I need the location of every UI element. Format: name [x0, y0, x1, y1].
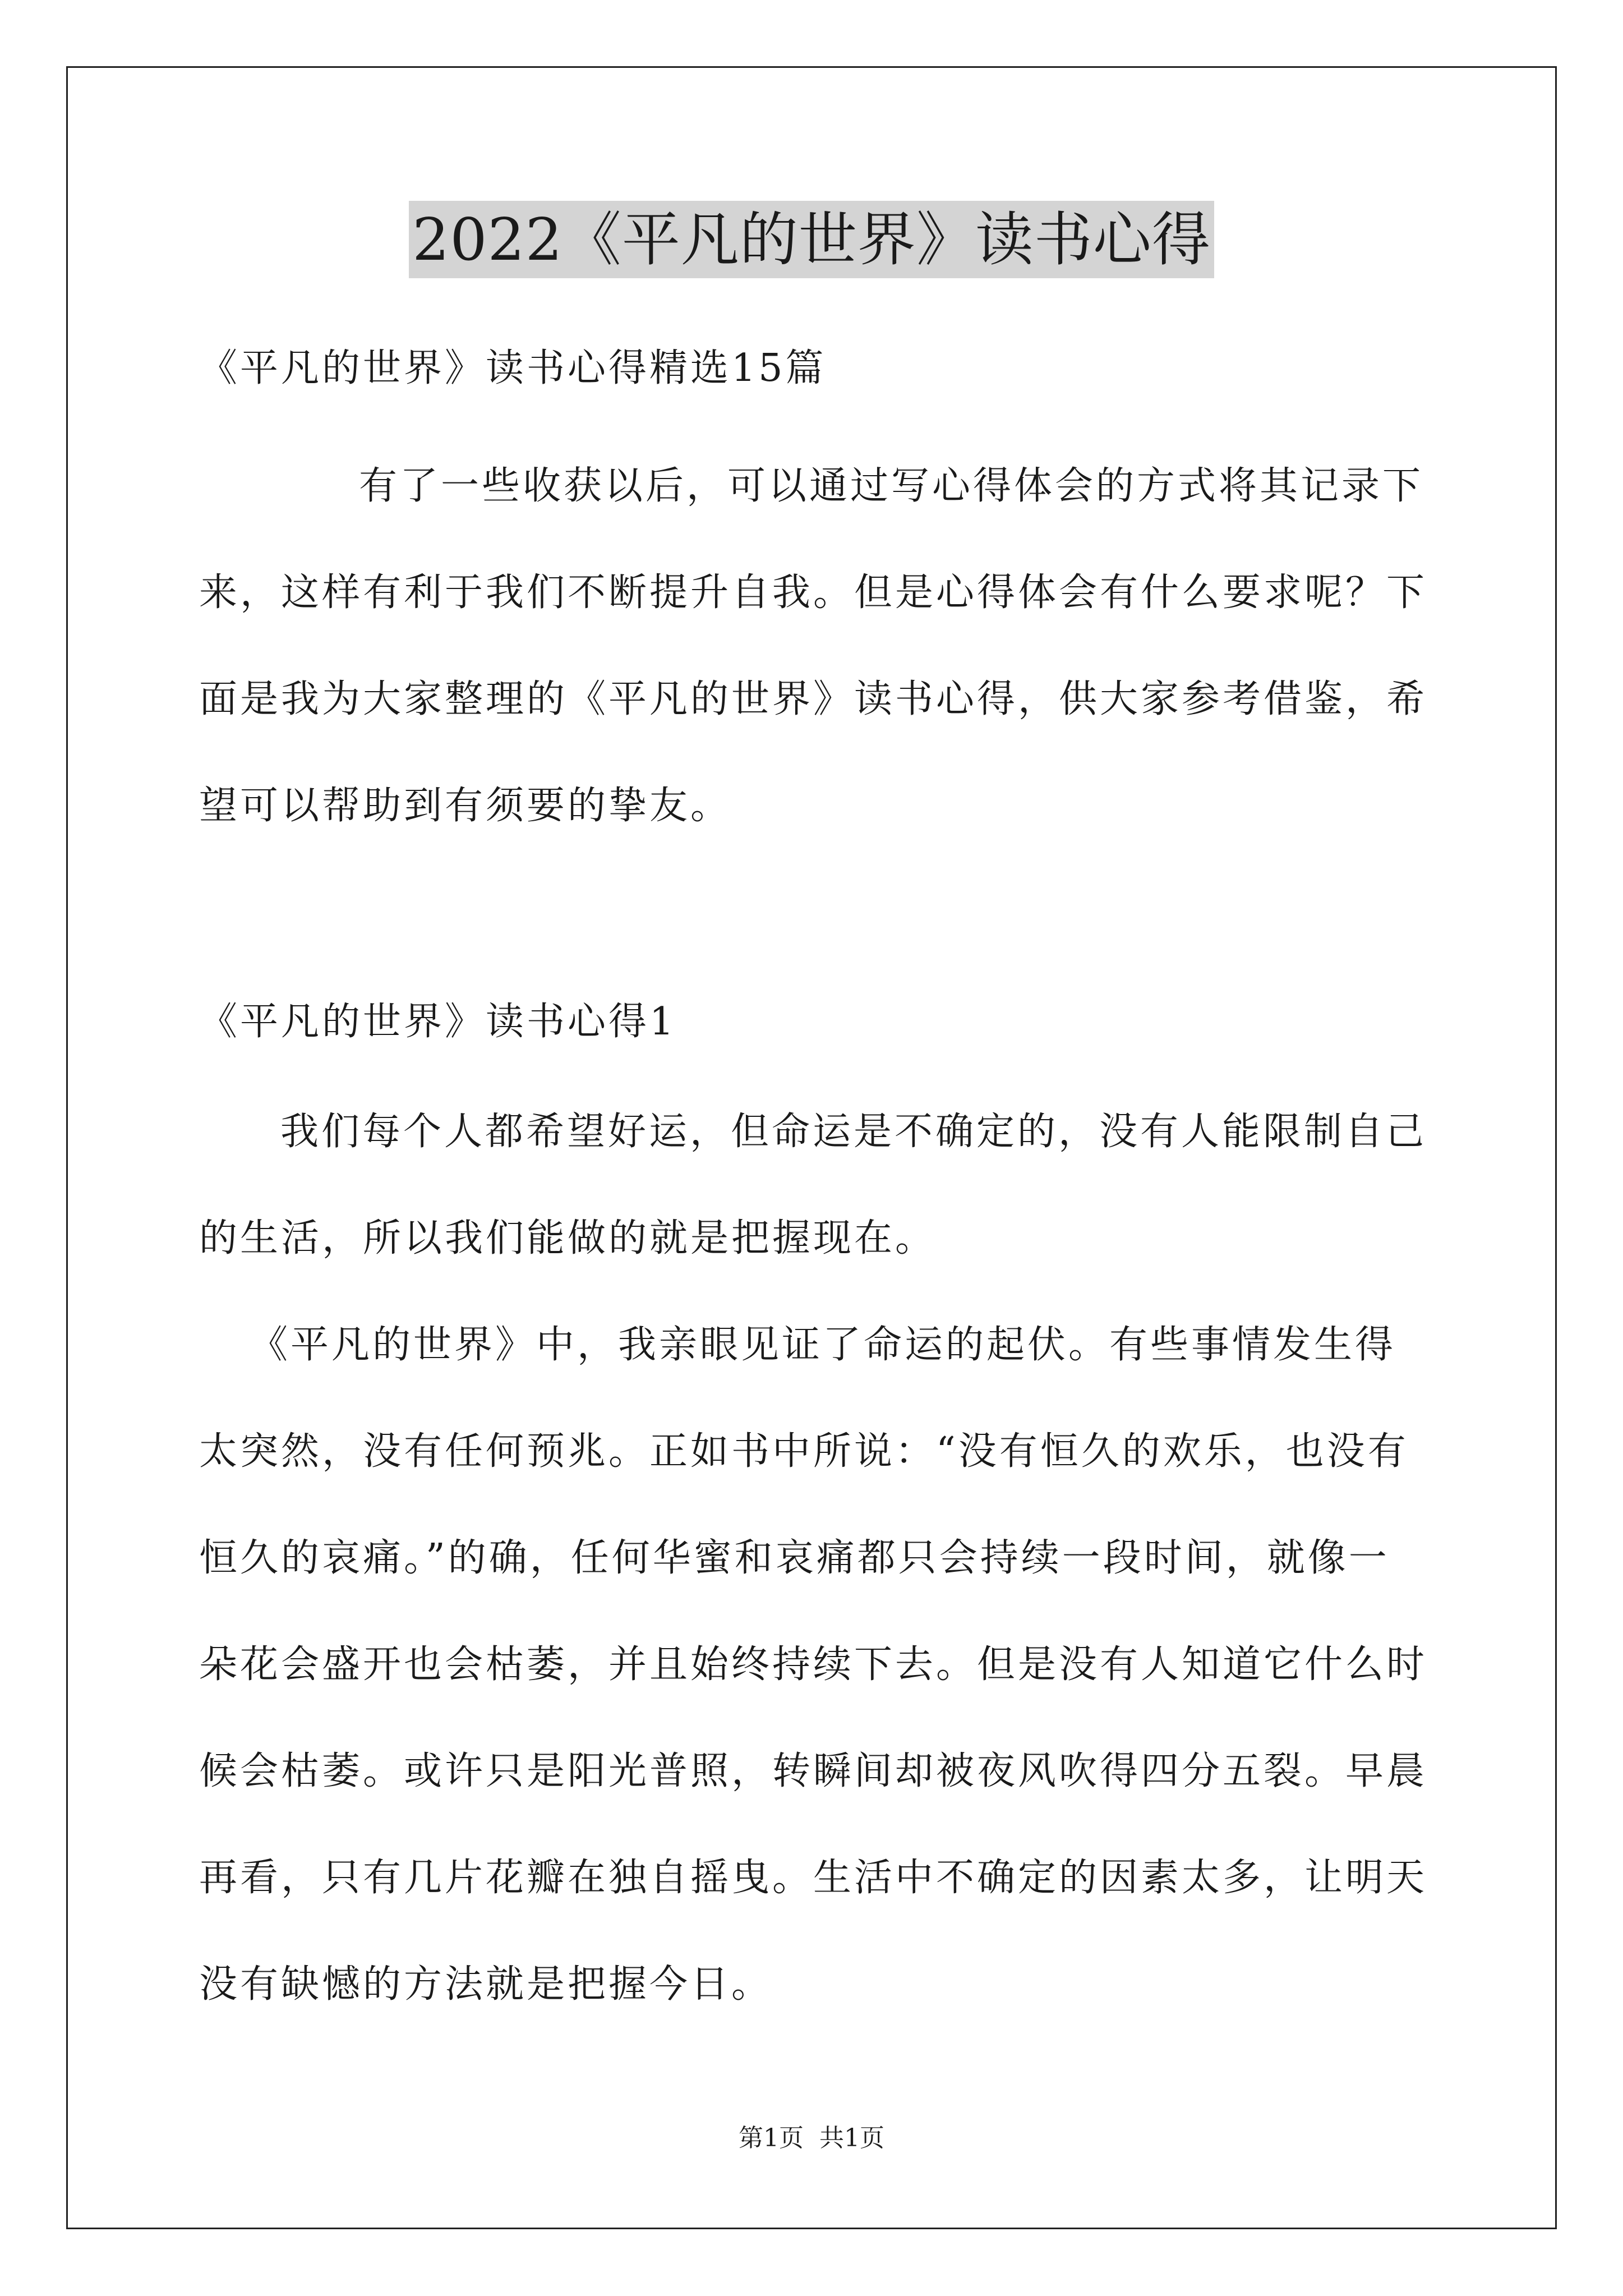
paragraph-line: 候会枯萎。或许只是阳光普照，转瞬间却被夜风吹得四分五裂。早晨: [199, 1749, 1428, 1793]
intro-line: 面是我为大家整理的《平凡的世界》读书心得，供大家参考借鉴，希: [199, 677, 1428, 721]
page-count: 共1页: [819, 2124, 884, 2152]
paragraph-line: 我们每个人都希望好运，但命运是不确定的，没有人能限制自己: [280, 1110, 1427, 1154]
document-subtitle: 《平凡的世界》读书心得精选15篇: [199, 346, 827, 390]
paragraph-line: 《平凡的世界》中，我亲眼见证了命运的起伏。有些事情发生得: [250, 1323, 1396, 1367]
section-heading: 《平凡的世界》读书心得1: [199, 1000, 677, 1044]
intro-line: 有了一些收获以后，可以通过写心得体会的方式将其记录下: [359, 464, 1424, 508]
page-number: 第1页: [739, 2124, 804, 2152]
paragraph-line: 太突然，没有任何预兆。正如书中所说：“没有恒久的欢乐，也没有: [199, 1429, 1409, 1474]
intro-line: 来，这样有利于我们不断提升自我。但是心得体会有什么要求呢？下: [199, 570, 1428, 615]
paragraph-line: 没有缺憾的方法就是把握今日。: [199, 1962, 773, 2007]
page-footer: [0, 2122, 1623, 2155]
paragraph-line: 恒久的哀痛。”的确，任何华蜜和哀痛都只会持续一段时间，就像一: [199, 1536, 1390, 1580]
paragraph-line: 的生活，所以我们能做的就是把握现在。: [199, 1216, 937, 1260]
document-title: 2022《平凡的世界》读书心得: [409, 201, 1214, 278]
paragraph-line: 朵花会盛开也会枯萎，并且始终持续下去。但是没有人知道它什么时: [199, 1642, 1428, 1687]
title-container: [0, 201, 1623, 278]
paragraph-line: 再看，只有几片花瓣在独自摇曳。生活中不确定的因素太多，让明天: [199, 1856, 1428, 1900]
intro-line: 望可以帮助到有须要的挚友。: [199, 784, 732, 828]
